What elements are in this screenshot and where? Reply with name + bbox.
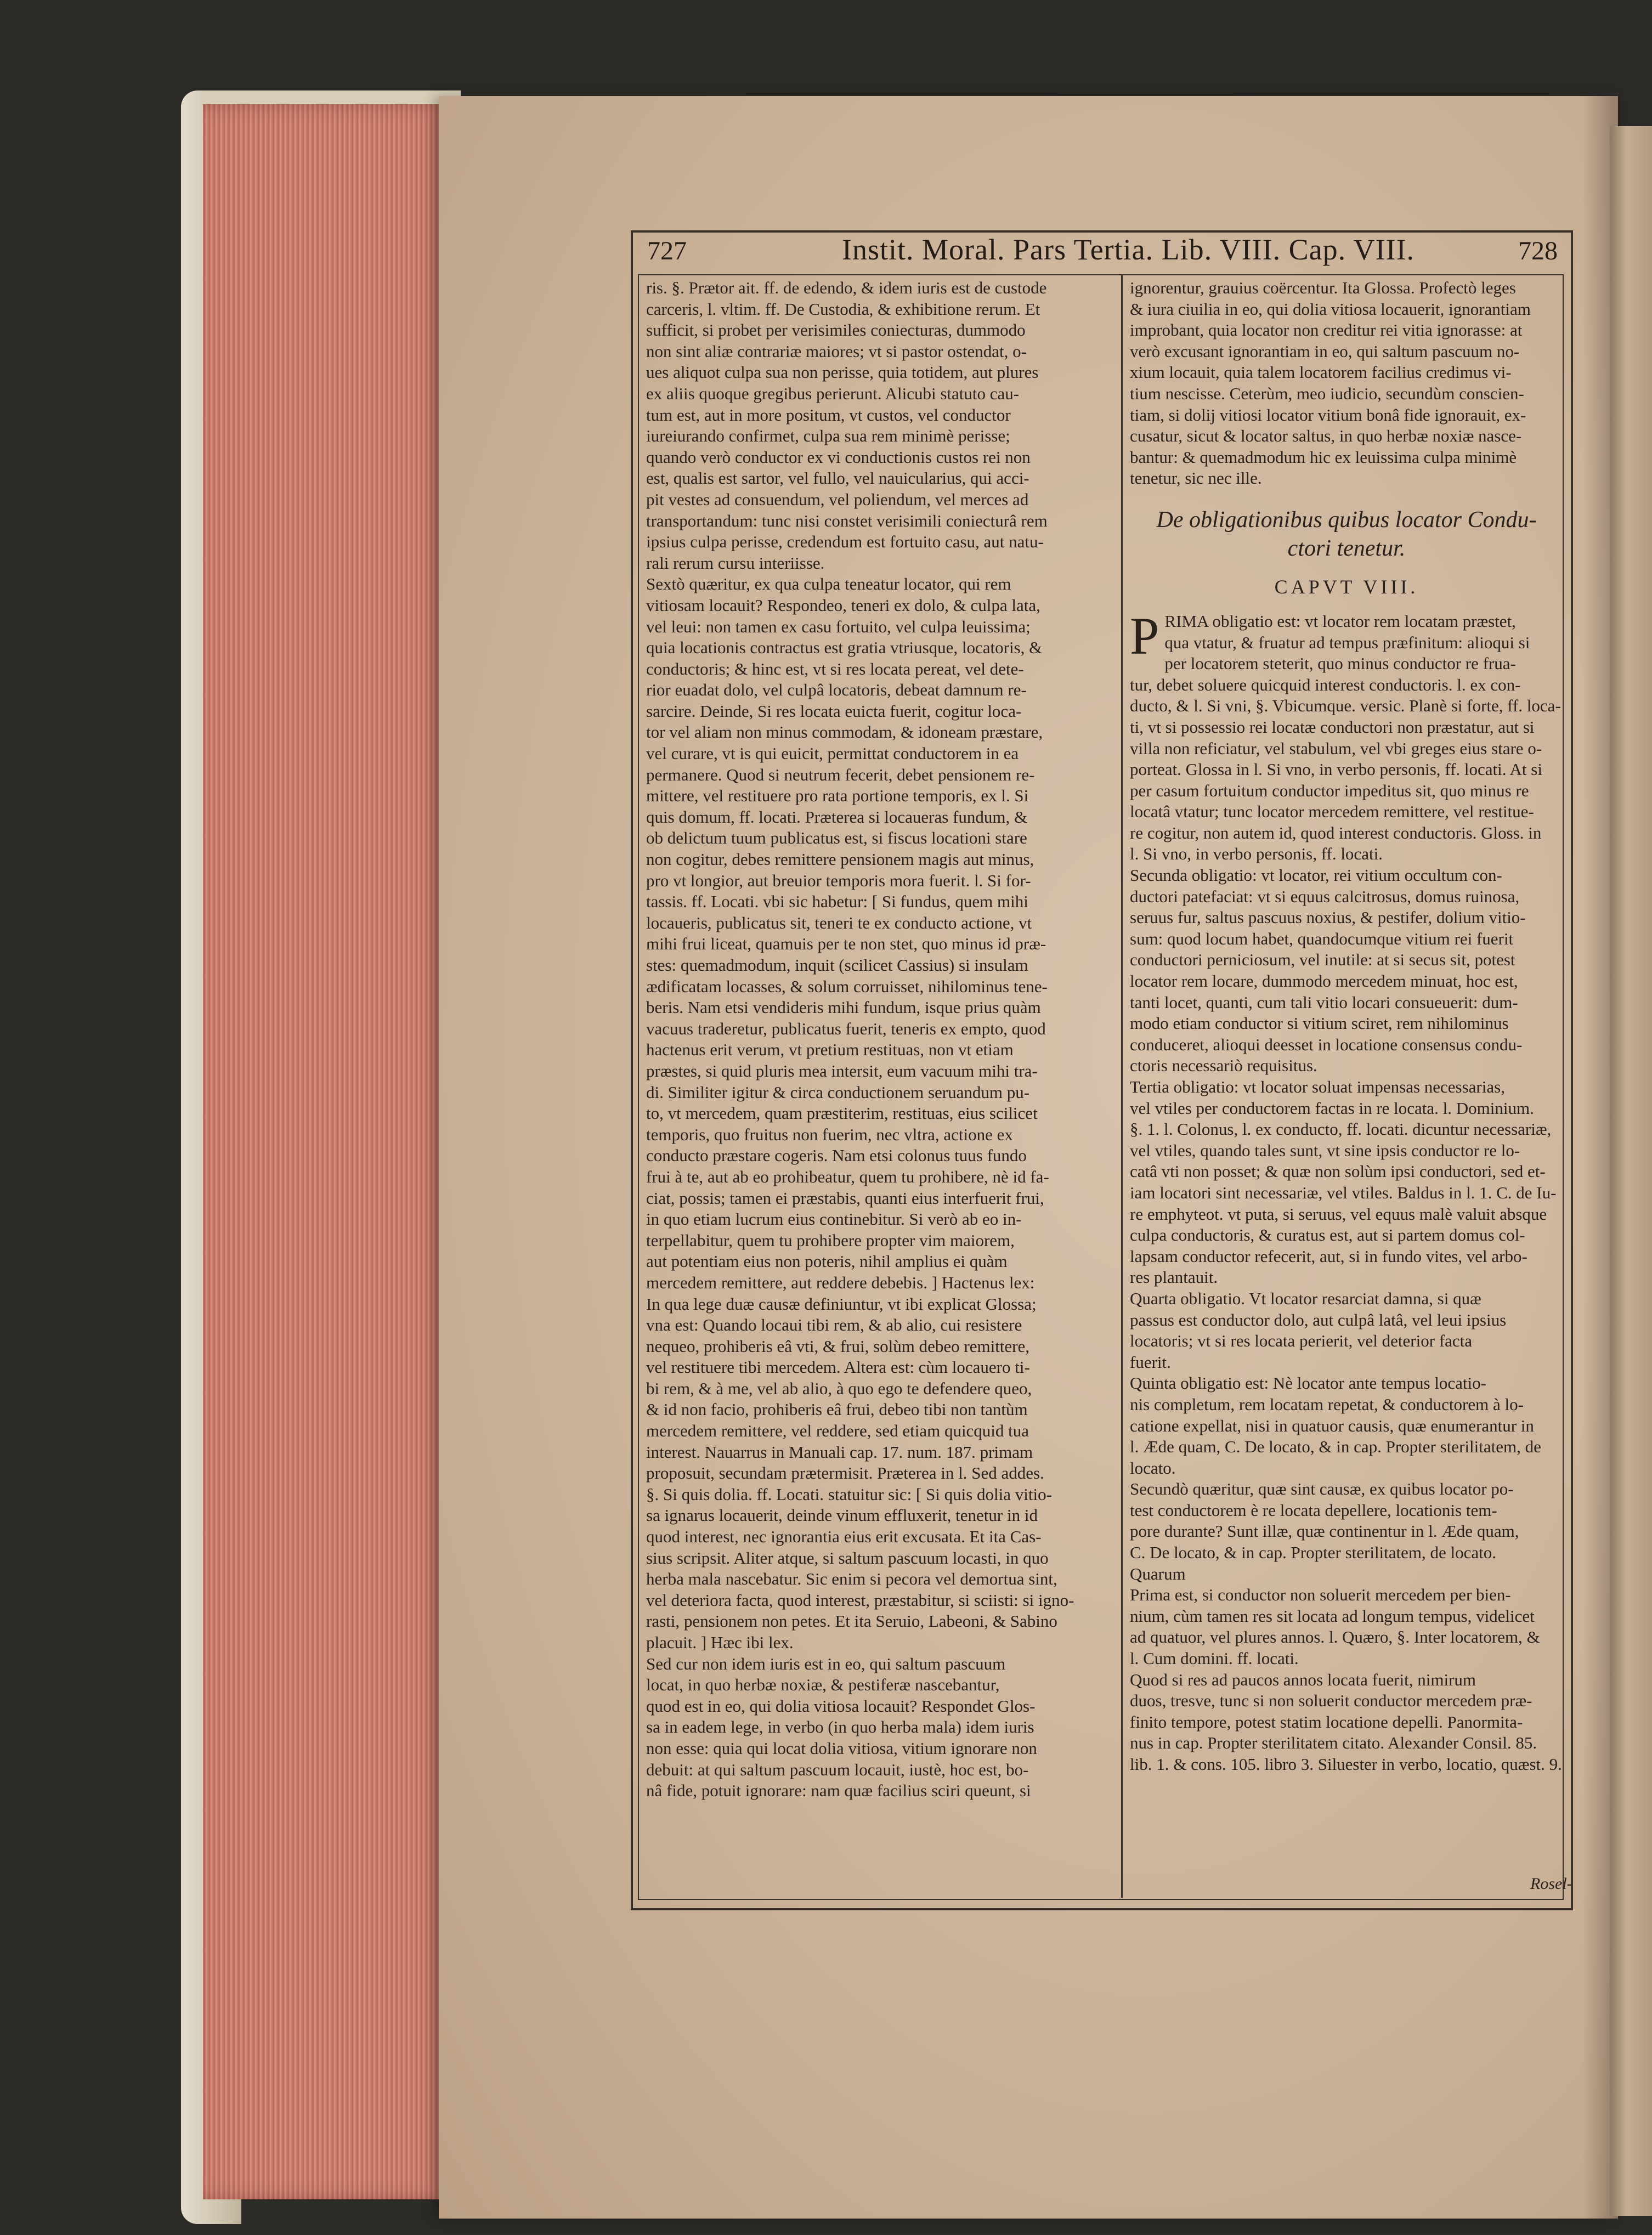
text-line: non esse: quia qui locat dolia vitiosa, vitium ignorare non <box>646 1738 1037 1758</box>
text-line: verò excusant ignorantiam in eo, qui saltum pascuum no- <box>1130 341 1520 361</box>
text-line: fuerit. <box>1130 1352 1171 1372</box>
text-line: non cogitur, debes remittere pensionem magis aut minus, <box>646 850 1034 869</box>
text-line: Sed cur non idem iuris est in eo, qui saltum pascuum <box>646 1654 1006 1673</box>
text-line: vel vtiles, quando tales sunt, vt sine ipsis conductor re lo- <box>1130 1140 1520 1160</box>
text-line: Secunda obligatio: vt locator, rei vitium occultum con- <box>1130 865 1502 885</box>
text-line: tassis. ff. Locati. vbi sic habetur: [ Si fundus, quem mihi <box>646 892 1028 912</box>
text-line: iam locatori sint necessariæ, vel vtiles. Baldus in l. 1. C. de Iu- <box>1130 1182 1557 1202</box>
text-line: vel leui: non tamen ex casu fortuito, vel culpa leuissima; <box>646 616 1031 636</box>
text-line: ex aliis quoque gregibus perierunt. Alicubi statuto cau- <box>646 383 1020 403</box>
running-header <box>642 233 1563 271</box>
right-column-top-text <box>1130 278 1563 489</box>
text-line: ductori patefaciat: vt si equus calcitrosus, domus ruinosa, <box>1130 886 1520 906</box>
text-line: Quarta obligatio. Vt locator resarciat damna, si quæ <box>1130 1288 1481 1308</box>
text-line: debuit: at qui saltum pascuum locauit, iustè, hoc est, bo- <box>646 1759 1029 1779</box>
text-line: pore durante? Sunt illæ, quæ continentur in l. Æde quam, <box>1130 1521 1519 1541</box>
right-column <box>1130 278 1563 1775</box>
text-line: modo etiam conductor si vitium sciret, rem nihilominus <box>1130 1014 1509 1033</box>
text-line: sufficit, si probet per verisimiles coniecturas, dummodo <box>646 320 1026 340</box>
text-line: culpa conductoris, & curatus est, aut si partem domus col- <box>1130 1225 1525 1245</box>
text-line: quod est in eo, qui dolia vitiosa locauit? Respondet Glos- <box>646 1696 1036 1716</box>
text-line: carceris, l. vltim. ff. De Custodia, & exhibitione rerum. Et <box>646 299 1040 319</box>
text-line: per locatorem steterit, quo minus conductor re frua- <box>1164 654 1516 674</box>
text-line: sa in eadem lege, in verbo (in quo herba mala) idem iuris <box>646 1717 1034 1737</box>
chapter-opening <box>1130 606 1563 675</box>
text-line: vel vtiles per conductorem factas in re locata. l. Dominium. <box>1130 1098 1534 1118</box>
text-line: ciat, possis; tamen ei præstabis, quanti eius interfuerit frui, <box>646 1188 1044 1208</box>
text-line: mercedem remittere, aut reddere debebis. ] Hactenus lex: <box>646 1272 1035 1292</box>
text-line: transportandum: tunc nisi constet verisimili coniecturâ rem <box>646 511 1048 530</box>
text-line: di. Similiter igitur & circa conductionem seruandum pu- <box>646 1082 1030 1102</box>
text-line: seruus fur, saltus pascuus noxius, & pestifer, dolium vitio- <box>1130 908 1526 927</box>
text-line: nus in cap. Propter sterilitatem citato. Alexander Consil. 85. <box>1130 1733 1537 1753</box>
text-line: permanere. Quod si neutrum fecerit, debet pensionem re- <box>646 765 1035 784</box>
text-line: Sextò quæritur, ex qua culpa teneatur locator, qui rem <box>646 574 1011 594</box>
text-line: catione expellat, nisi in quatuor causis, quæ enumerantur in <box>1130 1416 1534 1435</box>
text-line: sarcire. Deinde, Si res locata euicta fuerit, cogitur loca- <box>646 701 1022 721</box>
running-title: Instit. Moral. Pars Tertia. Lib. VIII. Cap. VIII. <box>842 233 1415 266</box>
text-line: lib. 1. & cons. 105. libro 3. Siluester in verbo, locatio, quæst. 9. <box>1130 1755 1562 1774</box>
text-line: Prima est, si conductor non soluerit mercedem per bien- <box>1130 1585 1511 1605</box>
text-line: stes: quemadmodum, inquit (scilicet Cassius) si insulam <box>646 955 1028 975</box>
text-line: duos, tresve, tunc si non soluerit conductor mercedem præ- <box>1130 1691 1532 1711</box>
text-line: xium locauit, quia talem locatorem facilius credimus vi- <box>1130 363 1512 382</box>
text-line: tiam, si dolij vitiosi locator vitium bonâ fide ignorauit, ex- <box>1130 405 1526 425</box>
opening-lines <box>1130 606 1563 675</box>
text-line: tum est, aut in more positum, vt custos, vel conductor <box>646 405 1011 425</box>
text-line: sum: quod locum habet, quandocumque vitium rei fuerit <box>1130 929 1514 948</box>
text-line: mihi frui liceat, quamuis per te non stet, quo minus id præ- <box>646 934 1046 954</box>
text-line: terpellabitur, quem tu prohibere propter vim maiorem, <box>646 1230 1015 1250</box>
text-line: vacuus traderetur, publicatus fuerit, teneris ex empto, quod <box>646 1019 1046 1038</box>
text-line: §. Si quis dolia. ff. Locati. statuitur sic: [ Si quis dolia vitio- <box>646 1484 1052 1504</box>
right-column-body-text <box>1130 675 1563 1775</box>
text-line: nâ fide, potuit ignorare: nam quæ facilius sciri queunt, si <box>646 1781 1031 1801</box>
text-line: conducto præstare cogeris. Nam etsi colonus tuus fundo <box>646 1146 1027 1165</box>
text-line: locator rem locare, dummodo mercedem minuat, hoc est, <box>1130 971 1518 991</box>
text-line: interest. Nauarrus in Manuali cap. 17. num. 187. primam <box>646 1442 1033 1462</box>
text-line: sius scripsit. Aliter atque, si saltum pascuum locasti, in quo <box>646 1548 1049 1568</box>
text-line: ti, vt si possessio rei locatæ conductori non præstatur, aut si <box>1130 717 1535 737</box>
chapter-title-line2: ctori tenetur. <box>1287 535 1406 561</box>
text-line: passus est conductor dolo, aut culpâ latâ, vel leui ipsius <box>1130 1310 1507 1329</box>
text-line: ctoris necessariò requisitus. <box>1130 1056 1317 1076</box>
text-line: quia locationis contractus est gratia vtriusque, locatoris, & <box>646 638 1043 658</box>
text-line: qua vtatur, & fruatur ad tempus præfinitum: alioqui si <box>1164 632 1530 652</box>
text-line: lapsam conductor refecerit, aut, si in fundo vites, vel arbo- <box>1130 1246 1527 1266</box>
text-line: re emphyteot. vt puta, si seruus, vel equus malè valuit absque <box>1130 1204 1547 1224</box>
text-line: nequeo, prohiberis eâ vti, & frui, solùm debeo remittere, <box>646 1336 1030 1356</box>
text-line: per casum fortuitum conductor impeditus sit, quo minus re <box>1130 780 1529 800</box>
text-line: ob delictum tuum publicatus est, si fiscus locationi stare <box>646 828 1027 848</box>
column-divider <box>1121 274 1123 1898</box>
text-line: bantur: & quemadmodum hic ex leuissima culpa minimè <box>1130 447 1517 467</box>
text-line: aut potentiam eius non poteris, nihil amplius ei quàm <box>646 1252 1008 1271</box>
text-line: ad quatuor, vel plures annos. l. Quæro, §. Inter locatorem, & <box>1130 1627 1540 1647</box>
text-line: RIMA obligatio est: vt locator rem locatam præstet, <box>1164 611 1516 631</box>
text-line: in quo etiam lucrum eius continebitur. Si verò ab eo in- <box>646 1209 1022 1229</box>
text-line: rior euadat dolo, vel culpâ locatoris, debeat damnum re- <box>646 680 1027 700</box>
text-line: præstes, si quid pluris mea intersit, eum vacuum mihi tra- <box>646 1061 1038 1080</box>
text-line: locatoris; vt si res locata perierit, vel deterior facta <box>1130 1331 1473 1351</box>
text-line: ædificatam locasses, & solum corruisset, nihilominus tene- <box>646 976 1048 996</box>
chapter-label: CAPVT VIII. <box>1274 575 1419 598</box>
text-line: tanti locet, quanti, cum tali vitio locari consueuerit: dum- <box>1130 992 1518 1012</box>
left-column <box>646 278 1112 1802</box>
page-number-right: 728 <box>1518 236 1558 265</box>
text-line: & iura ciuilia in eo, qui dolia vitiosa locauerit, ignorantiam <box>1130 299 1531 319</box>
right-page-sliver <box>1610 126 1652 2216</box>
text-line: nium, cùm tamen res sit locata ad longum tempus, videlicet <box>1130 1606 1535 1626</box>
text-line: tenetur, sic nec ille. <box>1130 468 1262 488</box>
text-line: C. De locato, & in cap. Propter sterilitatem, de locato. <box>1130 1543 1497 1563</box>
text-line: mittere, vel restituere pro rata portione temporis, ex l. Si <box>646 786 1029 806</box>
text-line: Quod si res ad paucos annos locata fuerit, nimirum <box>1130 1670 1476 1689</box>
text-line: rali rerum cursu interiisse. <box>646 553 825 573</box>
text-line: tur, debet soluere quicquid interest conductoris. l. ex con- <box>1130 675 1521 694</box>
text-line: cusatur, sicut & locator saltus, in quo herbæ noxiæ nasce- <box>1130 426 1522 446</box>
text-line: In qua lege duæ causæ definiuntur, vt ibi explicat Glossa; <box>646 1294 1037 1314</box>
text-line: pro vt longior, aut breuior temporis mora fuerit. l. Si for- <box>646 870 1031 890</box>
text-line: improbant, quia locator non creditur rei vitia ignorasse: at <box>1130 320 1523 340</box>
text-line: hactenus erit verum, vt pretium restituas, non vt etiam <box>646 1040 1014 1060</box>
text-line: l. Si vno, in verbo personis, ff. locati. <box>1130 844 1383 864</box>
text-line: herba mala nascebatur. Sic enim si pecora vel demortua sint, <box>646 1569 1057 1589</box>
page-number-left: 727 <box>647 236 687 265</box>
text-line: ducto, & l. Si vni, §. Vbicumque. versic. Planè si forte, ff. loca- <box>1130 696 1561 716</box>
page-edges <box>203 104 450 2199</box>
text-line: placuit. ] Hæc ibi lex. <box>646 1633 794 1652</box>
text-line: rasti, pensionem non petes. Et ita Seruio, Labeoni, & Sabino <box>646 1611 1057 1631</box>
text-line: ues aliquot culpa sua non perisse, quia totidem, aut plures <box>646 363 1039 382</box>
text-line: frui à te, aut ab eo prohibeatur, quem tu prohibere, nè id fa- <box>646 1167 1049 1186</box>
text-line: test conductorem è re locata depellere, locationis tem- <box>1130 1500 1497 1520</box>
text-line: l. Cum domini. ff. locati. <box>1130 1649 1299 1668</box>
text-line: non sint aliæ contrariæ maiores; vt si pastor ostendat, o- <box>646 341 1027 361</box>
text-line: nis completum, rem locatam repetat, & conductorem à lo- <box>1130 1394 1524 1414</box>
text-line: re cogitur, non autem id, quod interest conductoris. Gloss. in <box>1130 823 1542 842</box>
text-line: finito tempore, potest statim locatione depelli. Panormita- <box>1130 1712 1523 1732</box>
text-line: mercedem remittere, vel reddere, sed etiam quicquid tua <box>646 1421 1029 1441</box>
text-line: iureiurando confirmet, culpa sua rem minimè perisse; <box>646 426 1010 446</box>
text-line: est, qualis est sartor, vel fullo, vel nauicularius, qui acci- <box>646 468 1029 488</box>
drop-capital: P <box>1130 606 1159 665</box>
text-line: bi rem, & à me, vel ab alio, à quo ego te defendere queo, <box>646 1378 1032 1398</box>
text-line: Tertia obligatio: vt locator soluat impensas necessarias, <box>1130 1077 1505 1096</box>
text-line: quando verò conductor ex vi conductionis custos rei non <box>646 447 1031 467</box>
text-line: pit vestes ad consuendum, vel poliendum, vel merces ad <box>646 489 1029 509</box>
text-line: locatâ vtatur; tunc locator mercedem remittere, vel restitue- <box>1130 802 1534 822</box>
text-line: vel deteriora facta, quod interest, præstabitur, si sciisti: si igno- <box>646 1590 1074 1610</box>
text-line: Secundò quæritur, quæ sint causæ, ex quibus locator po- <box>1130 1479 1514 1499</box>
text-line: vna est: Quando locaui tibi rem, & ab alio, cui resistere <box>646 1315 1022 1335</box>
text-line: §. 1. l. Colonus, l. ex conducto, ff. locati. dicuntur necessariæ, <box>1130 1119 1552 1139</box>
text-line: locat, in quo herbæ noxiæ, & pestiferæ nascebantur, <box>646 1675 1000 1695</box>
text-line: ignorentur, grauius coërcentur. Ita Glossa. Profectò leges <box>1130 278 1516 297</box>
text-line: villa non reficiatur, vel stabulum, vel vbi greges eius stare o- <box>1130 738 1542 758</box>
text-line: Quarum <box>1130 1564 1186 1583</box>
text-line: & id non facio, prohiberis eâ frui, debeo tibi non tantùm <box>646 1400 1028 1419</box>
chapter-title-line1: De obligationibus quibus locator Condu- <box>1156 507 1537 533</box>
text-line: locaueris, publicatus sit, teneri te ex conducto actione, vt <box>646 913 1032 932</box>
text-line: porteat. Glossa in l. Si vno, in verbo personis, ff. locati. At si <box>1130 760 1542 779</box>
text-line: res plantauit. <box>1130 1268 1218 1287</box>
text-line: conductoris; & hinc est, vt si res locata pereat, vel dete- <box>646 659 1024 678</box>
text-line: l. Æde quam, C. De locato, & in cap. Propter sterilitatem, de <box>1130 1437 1541 1457</box>
text-line: vel restituere tibi mercedem. Altera est: cùm locauero ti- <box>646 1357 1030 1377</box>
text-line: vel curare, vt is qui euicit, permittat conductorem in ea <box>646 744 1019 763</box>
text-line: sa ignarus locauerit, deinde vinum effluxerit, tenetur in id <box>646 1506 1038 1525</box>
text-line: to, vt mercedem, quam præstiterim, restituas, eius scilicet <box>646 1104 1038 1123</box>
text-line: tor vel aliam non minus commodam, & idoneam præstare, <box>646 722 1043 742</box>
text-line: conductori perniciosum, vel inutile: at si secus sit, potest <box>1130 950 1515 970</box>
text-line: ipsius culpa perisse, credendum est fortuito casu, aut natu- <box>646 532 1044 552</box>
text-line: proposuit, secundam prætermisit. Præterea in l. Sed addes. <box>646 1463 1044 1483</box>
catchword: Rosel- <box>1530 1875 1572 1893</box>
text-line: catâ vti non posset; & quæ non solùm ipsi conductori, sed et- <box>1130 1162 1546 1181</box>
text-line: beris. Nam etsi vendideris mihi fundum, isque prius quàm <box>646 998 1041 1017</box>
text-line: Quinta obligatio est: Nè locator ante tempus locatio- <box>1130 1373 1486 1393</box>
text-line: conduceret, alioqui deesset in locatione consensus condu- <box>1130 1034 1523 1054</box>
text-line: tium nescisse. Ceterùm, meo iudicio, secundùm conscien- <box>1130 383 1524 403</box>
text-line: temporis, quo fruitus non fuerim, nec vltra, actione ex <box>646 1124 1013 1144</box>
text-line: vitiosam locauit? Respondeo, teneri ex dolo, & culpa lata, <box>646 595 1040 615</box>
text-line: locato. <box>1130 1458 1176 1478</box>
text-line: quod interest, nec ignorantia eius erit excusata. Et ita Cas- <box>646 1527 1042 1547</box>
text-line: ris. §. Prætor ait. ff. de edendo, & idem iuris est de custode <box>646 278 1047 297</box>
text-line: quis domum, ff. locati. Præterea si locaueras fundum, & <box>646 807 1028 827</box>
